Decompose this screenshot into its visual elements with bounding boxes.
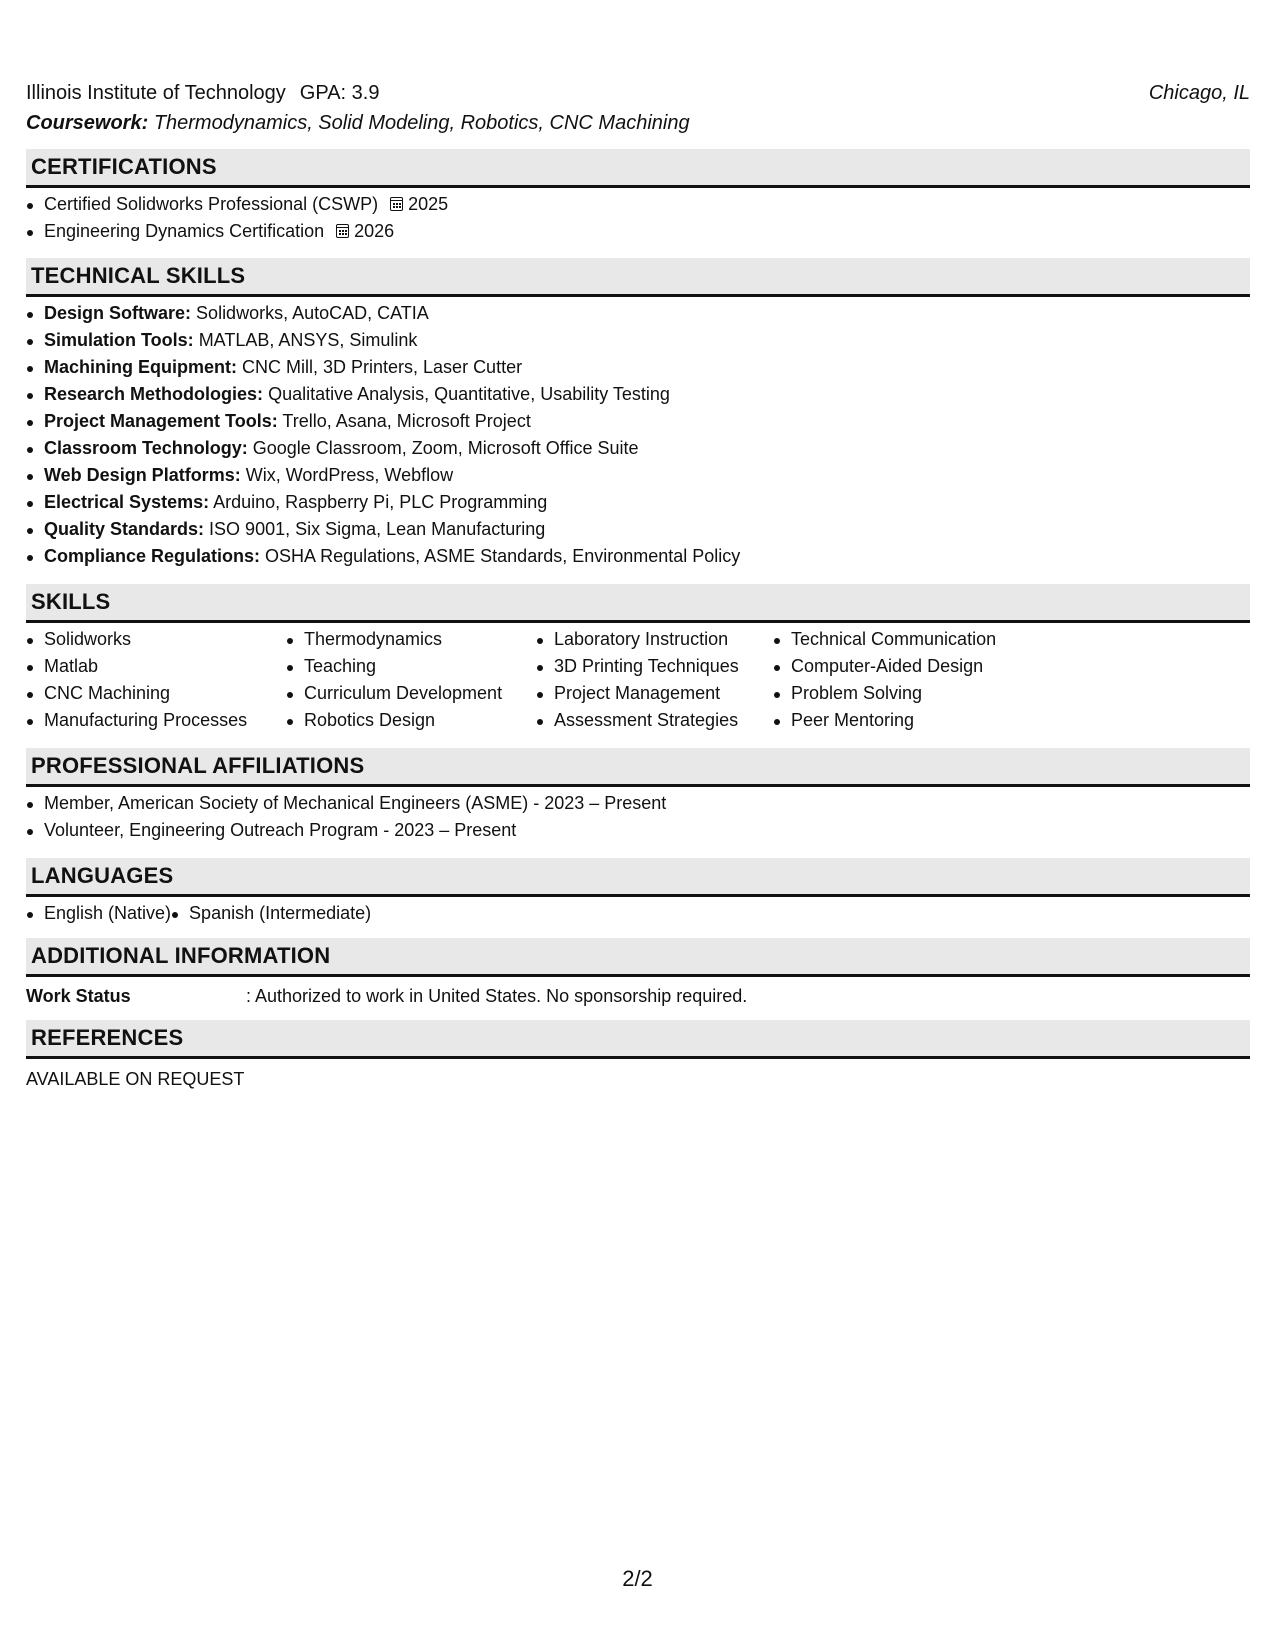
education-location: Chicago, IL xyxy=(1148,82,1250,104)
coursework-label: Coursework: xyxy=(26,112,149,134)
skill-values: Solidworks, AutoCAD, CATIA xyxy=(196,303,429,323)
skill-values: ISO 9001, Six Sigma, Lean Manufacturing xyxy=(209,519,546,539)
list-item xyxy=(26,408,1250,435)
skill-values: Wix, WordPress, Webflow xyxy=(245,465,454,485)
skill-values: Qualitative Analysis, Quantitative, Usability Testing xyxy=(268,384,670,404)
list-item xyxy=(26,435,1250,462)
affiliations-section xyxy=(26,748,1250,844)
skills-section xyxy=(26,584,1250,734)
skill-category: Classroom Technology: xyxy=(44,438,248,458)
section-title-languages: LANGUAGES xyxy=(26,858,1250,897)
additional-information-section xyxy=(26,938,1250,1015)
affiliations-list xyxy=(26,790,1250,844)
list-item xyxy=(26,462,1250,489)
work-status-label: Work Status xyxy=(26,986,131,1006)
section-title-additional-information: ADDITIONAL INFORMATION xyxy=(26,938,1250,977)
skill-category: Electrical Systems: xyxy=(44,492,210,512)
section-title-references: REFERENCES xyxy=(26,1020,1250,1059)
list-item xyxy=(26,354,1250,381)
institution-name: Illinois Institute of Technology xyxy=(26,82,286,104)
list-item: Spanish (Intermediate) xyxy=(171,900,371,927)
certification-year: 2025 xyxy=(408,194,449,214)
technical-skills-section xyxy=(26,258,1250,570)
list-item: Project Management xyxy=(536,680,773,707)
list-item xyxy=(26,543,1250,570)
languages-section xyxy=(26,858,1250,927)
certification-name: Certified Solidworks Professional (CSWP) xyxy=(44,194,379,214)
work-status-row xyxy=(26,977,1250,1015)
technical-skills-list xyxy=(26,300,1250,570)
list-item: CNC Machining xyxy=(26,680,286,707)
languages-list xyxy=(26,900,1250,927)
skills-column xyxy=(773,626,1073,734)
list-item: Matlab xyxy=(26,653,286,680)
skill-category: Research Methodologies: xyxy=(44,384,264,404)
certification-year: 2026 xyxy=(354,221,395,241)
list-item: Robotics Design xyxy=(286,707,536,734)
section-title-technical-skills: TECHNICAL SKILLS xyxy=(26,258,1250,297)
section-title-certifications: CERTIFICATIONS xyxy=(26,149,1250,188)
section-title-affiliations: PROFESSIONAL AFFILIATIONS xyxy=(26,748,1250,787)
coursework-value: Thermodynamics, Solid Modeling, Robotics, CNC Machining xyxy=(153,112,690,134)
skill-values: Trello, Asana, Microsoft Project xyxy=(282,411,531,431)
coursework xyxy=(26,108,1250,138)
calendar-icon xyxy=(390,197,403,211)
list-item: Problem Solving xyxy=(773,680,1073,707)
list-item: Computer-Aided Design xyxy=(773,653,1073,680)
list-item: Technical Communication xyxy=(773,626,1073,653)
list-item: Manufacturing Processes xyxy=(26,707,286,734)
list-item: Peer Mentoring xyxy=(773,707,1073,734)
list-item: Curriculum Development xyxy=(286,680,536,707)
education-left xyxy=(26,78,379,108)
list-item xyxy=(26,489,1250,516)
skill-values: Google Classroom, Zoom, Microsoft Office Suite xyxy=(252,438,639,458)
section-title-skills: SKILLS xyxy=(26,584,1250,623)
skills-grid xyxy=(26,626,1250,734)
page-number: 2/2 xyxy=(622,1566,653,1591)
skill-category: Simulation Tools: xyxy=(44,330,194,350)
references-section xyxy=(26,1020,1250,1099)
skill-values: MATLAB, ANSYS, Simulink xyxy=(198,330,418,350)
work-status-value: : Authorized to work in United States. No sponsorship required. xyxy=(246,986,748,1006)
list-item: 3D Printing Techniques xyxy=(536,653,773,680)
resume-page xyxy=(26,78,1250,1099)
skills-column xyxy=(536,626,773,734)
skills-column xyxy=(26,626,286,734)
list-item xyxy=(26,218,1250,245)
certifications-section xyxy=(26,149,1250,245)
list-item: Teaching xyxy=(286,653,536,680)
list-item xyxy=(26,381,1250,408)
skill-category: Compliance Regulations: xyxy=(44,546,261,566)
skill-category: Web Design Platforms: xyxy=(44,465,241,485)
list-item: Volunteer, Engineering Outreach Program - 2023 – Present xyxy=(26,817,1250,844)
skill-values: OSHA Regulations, ASME Standards, Environmental Policy xyxy=(265,546,741,566)
list-item: Assessment Strategies xyxy=(536,707,773,734)
list-item: Solidworks xyxy=(26,626,286,653)
education-row xyxy=(26,78,1250,108)
certification-name: Engineering Dynamics Certification xyxy=(44,221,325,241)
certifications-list xyxy=(26,191,1250,245)
skill-category: Machining Equipment: xyxy=(44,357,237,377)
gpa: GPA: 3.9 xyxy=(299,82,380,104)
list-item: Laboratory Instruction xyxy=(536,626,773,653)
references-text: AVAILABLE ON REQUEST xyxy=(26,1069,245,1089)
list-item: Member, American Society of Mechanical Engineers (ASME) - 2023 – Present xyxy=(26,790,1250,817)
list-item: English (Native) xyxy=(26,900,171,927)
list-item xyxy=(26,300,1250,327)
skills-column xyxy=(286,626,536,734)
skill-category: Design Software: xyxy=(44,303,192,323)
skill-values: Arduino, Raspberry Pi, PLC Programming xyxy=(213,492,548,512)
list-item: Thermodynamics xyxy=(286,626,536,653)
list-item xyxy=(26,516,1250,543)
skill-values: CNC Mill, 3D Printers, Laser Cutter xyxy=(242,357,523,377)
list-item xyxy=(26,191,1250,218)
skill-category: Quality Standards: xyxy=(44,519,205,539)
skill-category: Project Management Tools: xyxy=(44,411,278,431)
list-item xyxy=(26,327,1250,354)
calendar-icon xyxy=(336,224,349,238)
